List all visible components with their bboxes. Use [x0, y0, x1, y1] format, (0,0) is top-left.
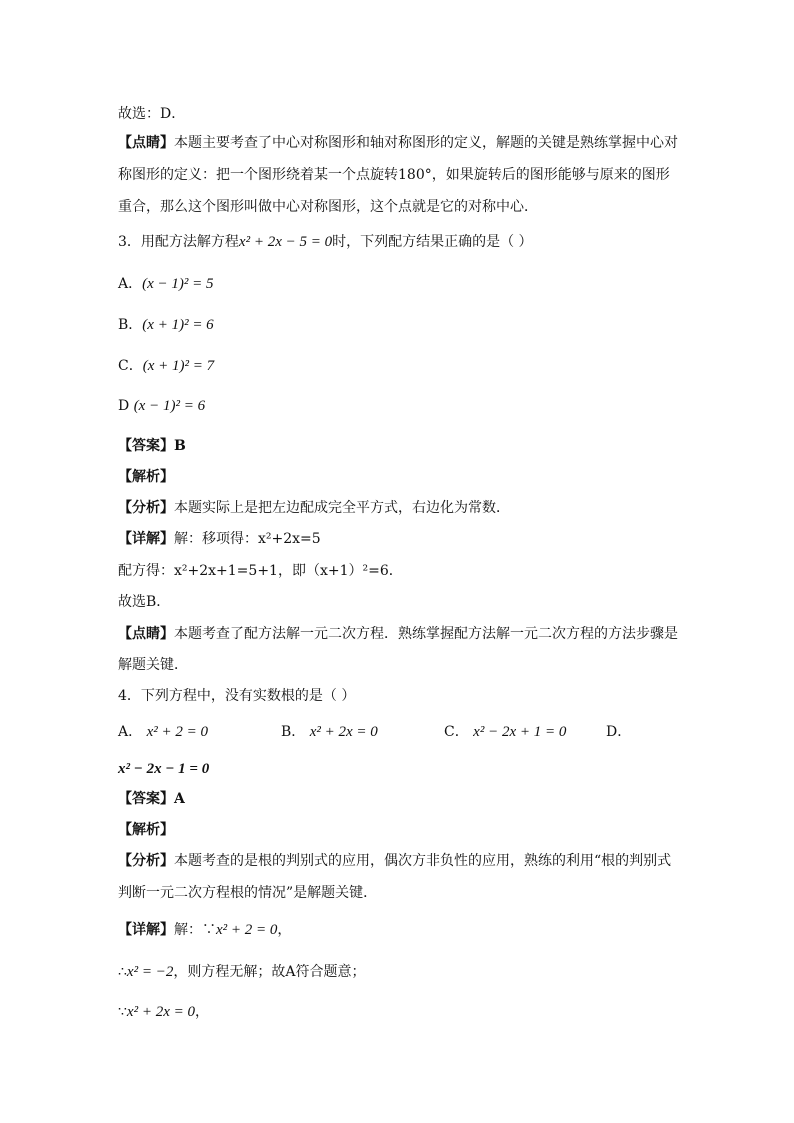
q4-step-3: [118, 1002, 688, 1022]
prev-choice: 故选：D．: [118, 106, 186, 122]
option-expr: (x + 1)² = 6: [142, 317, 214, 333]
q3-option-c: [118, 356, 688, 376]
q4-fenxi-line-2: 判断一元二次方程根的情况”是解题关键．: [118, 885, 378, 901]
option-expr: x² − 2x + 1 = 0: [473, 724, 567, 740]
q4-step-2: [118, 962, 688, 982]
q3-fenxi: [118, 498, 688, 518]
q4-analysis-heading: 【解析】: [118, 822, 174, 838]
q3-option-b: [118, 315, 688, 335]
q3-stem-prefix: 3．用配方法解方程: [118, 234, 239, 250]
review-text: 本题考查了配方法解一元二次方程．熟练掌握配方法解一元二次方程的方法步骤是: [174, 626, 678, 642]
xiangjie-prefix: 解：∵: [174, 922, 216, 938]
step-equation: x² + 2x = 0: [126, 1004, 195, 1020]
q3-choice: 故选B．: [118, 594, 171, 610]
fenxi-text: 本题考查的是根的判别式的应用，偶次方非负性的应用，熟练的利用“根的判别式: [174, 853, 672, 869]
option-label: B．: [281, 724, 306, 740]
xiangjie-suffix: ，: [277, 922, 292, 938]
option-expr: (x − 1)² = 5: [142, 276, 214, 292]
prev-review-line-3: 重合，那么这个图形叫做中心对称图形，这个点就是它的对称中心．: [118, 199, 538, 215]
xiangjie-tag: 【详解】: [118, 531, 174, 547]
q4-fenxi-line-1: [118, 851, 688, 871]
q4-answer: 【答案】A: [118, 791, 185, 807]
fenxi-tag: 【分析】: [118, 853, 174, 869]
review-tag: 【点睛】: [118, 626, 174, 642]
option-label: A．: [118, 724, 143, 740]
option-expr: x² + 2x = 0: [309, 724, 378, 740]
step-suffix: ，则方程无解；故A符合题意；: [173, 964, 366, 980]
option-expr: x² − 2x − 1 = 0: [118, 761, 210, 777]
xiangjie-equation: x² + 2 = 0: [216, 922, 278, 938]
q3-stem: [118, 232, 688, 252]
q3-answer: 【答案】B: [118, 438, 186, 454]
q4-option-b: [281, 722, 378, 742]
xiangjie-tag: 【详解】: [118, 922, 174, 938]
q3-option-d: [118, 396, 688, 416]
q4-options-row: [118, 722, 688, 744]
q3-review-line-2: 解题关键．: [118, 657, 188, 673]
q3-xiangjie: [118, 529, 688, 549]
q3-review-line-1: [118, 624, 688, 644]
q3-equation: x² + 2x − 5 = 0: [238, 234, 333, 250]
q4-stem: 4．下列方程中，没有实数根的是（ ）: [118, 688, 356, 704]
option-label: C．: [444, 724, 469, 740]
fenxi-text: 本题实际上是把左边配成完全平方式，右边化为常数．: [174, 500, 510, 516]
step-prefix: ∴: [118, 964, 127, 980]
q4-option-c: [444, 722, 566, 742]
prev-review-line-1: [118, 133, 688, 153]
xiangjie-text: 解：移项得：x²+2x=5: [174, 531, 321, 547]
option-label: A．: [118, 276, 143, 292]
q3-stem-suffix: 时，下列配方结果正确的是（ ）: [332, 234, 533, 250]
q3-option-a: [118, 274, 688, 294]
option-label: C．: [118, 358, 143, 374]
step-suffix: ，: [194, 1004, 209, 1020]
review-tag: 【点睛】: [118, 135, 174, 151]
step-equation: x² = −2: [126, 964, 174, 980]
q3-peifang: 配方得：x²+2x+1=5+1，即（x+1）²=6．: [118, 563, 403, 579]
q4-xiangjie: [118, 920, 688, 940]
option-label: D: [118, 398, 130, 414]
option-expr: (x − 1)² = 6: [133, 398, 206, 414]
q4-option-d-label: D．: [606, 724, 632, 740]
q4-option-a: [118, 722, 208, 742]
step-prefix: ∵: [118, 1004, 127, 1020]
q3-analysis-heading: 【解析】: [118, 469, 174, 485]
prev-review-line-2: 称图形的定义：把一个图形绕着某一个点旋转180°，如果旋转后的图形能够与原来的图形: [118, 167, 670, 183]
option-label: B．: [118, 317, 143, 333]
option-expr: x² + 2 = 0: [146, 724, 208, 740]
q4-option-d: [118, 759, 688, 779]
fenxi-tag: 【分析】: [118, 500, 174, 516]
option-expr: (x + 1)² = 7: [142, 358, 215, 374]
review-text: 本题主要考查了中心对称图形和轴对称图形的定义，解题的关键是熟练掌握中心对: [174, 135, 678, 151]
